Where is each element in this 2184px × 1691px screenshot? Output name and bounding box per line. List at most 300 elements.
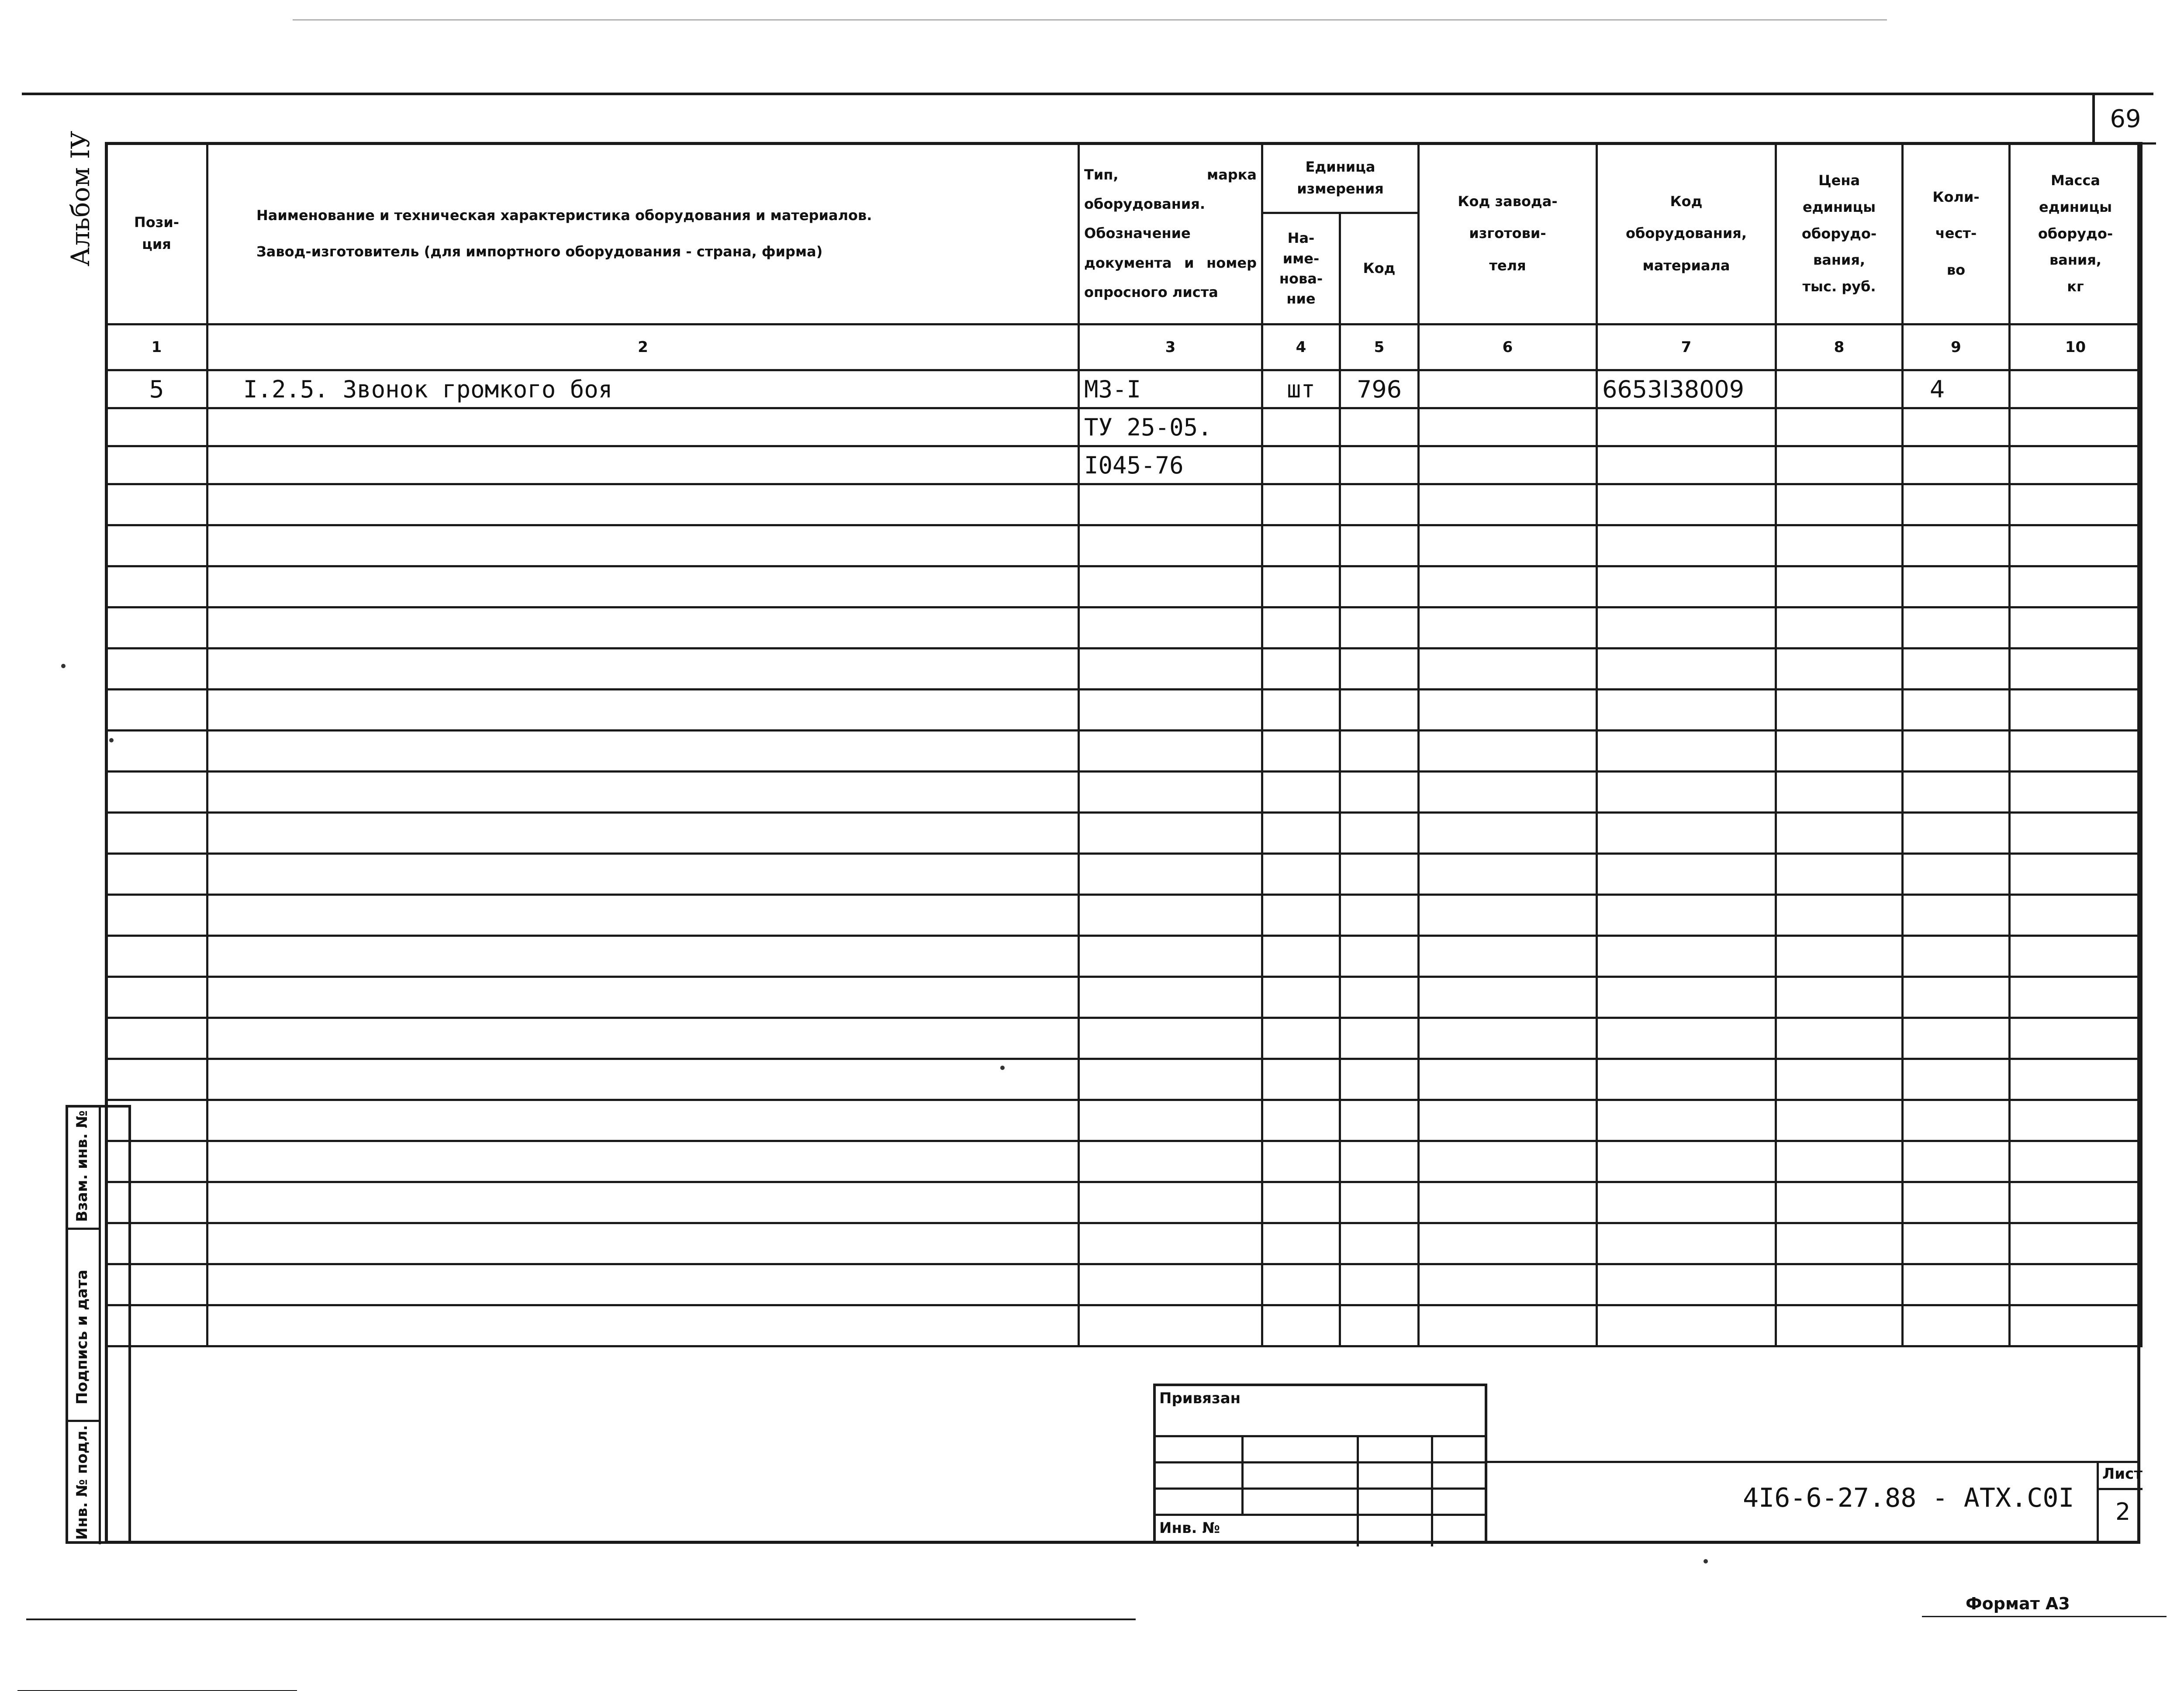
empty-cell	[1776, 1264, 1903, 1305]
empty-cell	[207, 1141, 1079, 1182]
empty-cell	[1776, 936, 1903, 977]
empty-cell	[207, 1059, 1079, 1100]
empty-table-row	[106, 936, 2142, 977]
empty-cell	[1776, 854, 1903, 895]
empty-cell	[1079, 607, 1262, 649]
empty-cell	[2010, 607, 2142, 649]
format-label: Формат А3	[1966, 1594, 2070, 1613]
empty-cell	[1262, 484, 1340, 525]
empty-cell	[1419, 813, 1597, 854]
empty-cell	[1597, 690, 1776, 731]
empty-cell	[2010, 1264, 2142, 1305]
empty-cell	[2010, 1018, 2142, 1059]
empty-cell	[1419, 1018, 1597, 1059]
empty-cell	[1262, 607, 1340, 649]
empty-cell	[106, 895, 207, 936]
cell-name: I.2.5. Звонок громкого боя	[207, 370, 1079, 408]
empty-cell	[1597, 813, 1776, 854]
cell-unit-code	[1340, 446, 1419, 484]
header-unit-code: Код	[1340, 213, 1419, 324]
empty-cell	[1262, 813, 1340, 854]
side-stamp	[66, 1105, 131, 1544]
empty-cell	[1340, 1264, 1419, 1305]
empty-cell	[1903, 895, 2010, 936]
empty-cell	[2010, 772, 2142, 813]
empty-cell	[1262, 977, 1340, 1018]
cell-unit-name	[1262, 446, 1340, 484]
empty-cell	[1262, 525, 1340, 566]
empty-cell	[1419, 1141, 1597, 1182]
empty-cell	[207, 566, 1079, 607]
cell-position: 5	[106, 370, 207, 408]
empty-table-row	[106, 484, 2142, 525]
empty-cell	[207, 1264, 1079, 1305]
empty-cell	[1262, 895, 1340, 936]
cell-price	[1776, 408, 1903, 446]
title-block-rule	[1487, 1461, 2140, 1463]
header-maker-code: Код завода- изготови- теля	[1419, 143, 1597, 324]
empty-cell	[1776, 1100, 1903, 1141]
header-row-top	[106, 143, 2142, 213]
empty-cell	[1079, 1223, 1262, 1264]
empty-cell	[1262, 566, 1340, 607]
header-name: Наименование и техническая характеристика оборудования и материалов. Завод-изготовитель (для импортного оборудования - страна, фирма)	[207, 143, 1079, 324]
empty-cell	[1776, 895, 1903, 936]
empty-cell	[2010, 1223, 2142, 1264]
empty-table-row	[106, 1059, 2142, 1100]
cell-type: ТУ 25-05.	[1079, 408, 1262, 446]
header-quantity: Коли- чест- во	[1903, 143, 2010, 324]
empty-cell	[1597, 731, 1776, 772]
empty-cell	[1262, 1182, 1340, 1223]
empty-cell	[106, 566, 207, 607]
empty-cell	[1262, 936, 1340, 977]
cell-maker-code	[1419, 408, 1597, 446]
empty-cell	[1340, 731, 1419, 772]
cell-equipment-code	[1597, 446, 1776, 484]
empty-cell	[1419, 525, 1597, 566]
empty-cell	[1776, 1223, 1903, 1264]
empty-cell	[1903, 690, 2010, 731]
header-position: Пози- ция	[106, 143, 207, 324]
empty-cell	[1419, 1059, 1597, 1100]
empty-cell	[1079, 813, 1262, 854]
empty-cell	[1419, 1305, 1597, 1346]
empty-table-row	[106, 731, 2142, 772]
empty-cell	[2010, 1182, 2142, 1223]
empty-cell	[106, 936, 207, 977]
empty-table-row	[106, 649, 2142, 690]
empty-cell	[1597, 1141, 1776, 1182]
empty-cell	[2010, 1100, 2142, 1141]
empty-cell	[1597, 607, 1776, 649]
empty-cell	[106, 731, 207, 772]
empty-cell	[1597, 1059, 1776, 1100]
empty-cell	[1903, 1182, 2010, 1223]
empty-cell	[1079, 525, 1262, 566]
empty-cell	[2010, 936, 2142, 977]
empty-cell	[1340, 649, 1419, 690]
empty-cell	[1340, 813, 1419, 854]
column-number-row	[106, 324, 2142, 370]
empty-table-row	[106, 1182, 2142, 1223]
empty-cell	[1262, 1059, 1340, 1100]
empty-cell	[1597, 772, 1776, 813]
specification-table	[105, 142, 2143, 1347]
empty-cell	[1262, 690, 1340, 731]
empty-table-row	[106, 977, 2142, 1018]
cell-quantity	[1903, 408, 2010, 446]
column-number: 7	[1597, 324, 1776, 370]
empty-cell	[1262, 1018, 1340, 1059]
empty-cell	[1079, 484, 1262, 525]
empty-cell	[1597, 1100, 1776, 1141]
empty-cell	[1079, 895, 1262, 936]
cell-maker-code	[1419, 370, 1597, 408]
empty-cell	[207, 607, 1079, 649]
empty-cell	[1419, 566, 1597, 607]
header-equipment-code: Код оборудования, материала	[1597, 143, 1776, 324]
empty-cell	[2010, 690, 2142, 731]
empty-table-row	[106, 1100, 2142, 1141]
empty-cell	[1597, 1223, 1776, 1264]
empty-cell	[1597, 1305, 1776, 1346]
empty-cell	[1903, 1018, 2010, 1059]
empty-table-row	[106, 1264, 2142, 1305]
empty-cell	[207, 690, 1079, 731]
header-unit-group: Единица измерения	[1262, 143, 1419, 213]
empty-cell	[1903, 854, 2010, 895]
empty-cell	[1597, 1018, 1776, 1059]
empty-table-row	[106, 895, 2142, 936]
sheet-label: Лист	[2102, 1465, 2143, 1483]
empty-cell	[207, 1100, 1079, 1141]
sheet-number: 2	[2115, 1498, 2131, 1525]
empty-cell	[1903, 484, 2010, 525]
empty-cell	[106, 525, 207, 566]
empty-cell	[1597, 936, 1776, 977]
signature-date-label: Подпись и дата	[73, 1270, 91, 1405]
empty-cell	[1419, 690, 1597, 731]
empty-cell	[1340, 772, 1419, 813]
empty-cell	[1079, 1141, 1262, 1182]
empty-table-row	[106, 854, 2142, 895]
column-number: 6	[1419, 324, 1597, 370]
scan-speck	[1704, 1559, 1708, 1563]
column-number: 8	[1776, 324, 1903, 370]
empty-cell	[1903, 566, 2010, 607]
cell-unit-code	[1340, 408, 1419, 446]
empty-cell	[1776, 1182, 1903, 1223]
empty-table-row	[106, 566, 2142, 607]
inv-original-label: Инв. № подл.	[73, 1425, 91, 1540]
column-number: 5	[1340, 324, 1419, 370]
empty-cell	[1597, 566, 1776, 607]
cell-type: МЗ-I	[1079, 370, 1262, 408]
empty-cell	[1340, 1141, 1419, 1182]
empty-cell	[1776, 731, 1903, 772]
empty-cell	[207, 1223, 1079, 1264]
empty-cell	[1903, 977, 2010, 1018]
inv-label: Инв. №	[1159, 1519, 1220, 1537]
empty-cell	[1776, 1018, 1903, 1059]
cell-unit-code: 796	[1340, 370, 1419, 408]
empty-cell	[1903, 731, 2010, 772]
empty-cell	[1776, 772, 1903, 813]
empty-cell	[1079, 1018, 1262, 1059]
empty-cell	[1079, 566, 1262, 607]
empty-cell	[1340, 566, 1419, 607]
header-type: Тип, марка оборудования. Обозначение документа и номер опросного листа	[1079, 143, 1262, 324]
empty-cell	[1419, 731, 1597, 772]
empty-cell	[207, 525, 1079, 566]
empty-cell	[1262, 1100, 1340, 1141]
empty-cell	[1340, 1059, 1419, 1100]
empty-cell	[1340, 525, 1419, 566]
empty-cell	[1079, 1264, 1262, 1305]
empty-cell	[1597, 1182, 1776, 1223]
empty-cell	[1079, 1059, 1262, 1100]
empty-cell	[2010, 813, 2142, 854]
header-faint-rule	[293, 19, 1887, 21]
empty-cell	[207, 731, 1079, 772]
cell-name	[207, 408, 1079, 446]
empty-cell	[1903, 1305, 2010, 1346]
header-unit-name: На- име- нова- ние	[1262, 213, 1340, 324]
empty-cell	[2010, 649, 2142, 690]
empty-cell	[1419, 607, 1597, 649]
empty-cell	[207, 1182, 1079, 1223]
empty-cell	[106, 1018, 207, 1059]
empty-cell	[1340, 895, 1419, 936]
empty-cell	[1776, 525, 1903, 566]
album-label: Альбом IУ	[66, 131, 95, 266]
bind-rule	[1156, 1435, 1486, 1437]
scan-speck	[109, 738, 114, 742]
cell-quantity: 4	[1903, 370, 2010, 408]
column-number: 10	[2010, 324, 2142, 370]
empty-cell	[1903, 772, 2010, 813]
empty-cell	[1419, 1223, 1597, 1264]
cell-position	[106, 408, 207, 446]
empty-cell	[1079, 772, 1262, 813]
page-number: 69	[2092, 95, 2156, 145]
empty-table-row	[106, 525, 2142, 566]
empty-cell	[1340, 854, 1419, 895]
binding-block	[1153, 1384, 1487, 1544]
empty-cell	[1340, 690, 1419, 731]
cell-position	[106, 446, 207, 484]
empty-cell	[1597, 1264, 1776, 1305]
empty-cell	[1597, 977, 1776, 1018]
column-number: 3	[1079, 324, 1262, 370]
empty-cell	[1776, 649, 1903, 690]
empty-cell	[1903, 1100, 2010, 1141]
bind-rule	[1156, 1461, 1486, 1463]
empty-cell	[207, 484, 1079, 525]
empty-cell	[2010, 977, 2142, 1018]
empty-cell	[1340, 936, 1419, 977]
empty-cell	[1903, 936, 2010, 977]
empty-cell	[1079, 649, 1262, 690]
bound-label: Привязан	[1159, 1390, 1241, 1407]
empty-cell	[1597, 484, 1776, 525]
header-mass: Масса единицы оборудо- вания, кг	[2010, 143, 2142, 324]
empty-cell	[1776, 607, 1903, 649]
empty-cell	[106, 484, 207, 525]
empty-rows	[106, 484, 2142, 1346]
cell-unit-name: шт	[1262, 370, 1340, 408]
column-number: 4	[1262, 324, 1340, 370]
empty-cell	[106, 649, 207, 690]
empty-cell	[1903, 1059, 2010, 1100]
empty-cell	[207, 1305, 1079, 1346]
column-number: 9	[1903, 324, 2010, 370]
empty-cell	[1340, 607, 1419, 649]
empty-cell	[1079, 1182, 1262, 1223]
empty-cell	[2010, 1059, 2142, 1100]
empty-cell	[1079, 1100, 1262, 1141]
sheet-rule	[2099, 1488, 2143, 1490]
bind-divider	[1431, 1435, 1433, 1546]
empty-cell	[207, 813, 1079, 854]
empty-cell	[1419, 1264, 1597, 1305]
cell-price	[1776, 446, 1903, 484]
bind-rule	[1156, 1514, 1486, 1516]
empty-cell	[2010, 731, 2142, 772]
empty-table-row	[106, 1223, 2142, 1264]
empty-cell	[1903, 607, 2010, 649]
empty-cell	[1776, 1059, 1903, 1100]
empty-cell	[1903, 1223, 2010, 1264]
empty-cell	[1903, 649, 2010, 690]
empty-table-row	[106, 690, 2142, 731]
empty-cell	[1340, 977, 1419, 1018]
empty-cell	[1340, 1223, 1419, 1264]
empty-table-row	[106, 1018, 2142, 1059]
empty-cell	[1079, 854, 1262, 895]
scan-speck	[1000, 1066, 1005, 1070]
empty-cell	[1419, 936, 1597, 977]
empty-cell	[2010, 525, 2142, 566]
empty-cell	[1262, 731, 1340, 772]
empty-table-row	[106, 1305, 2142, 1346]
empty-cell	[1262, 772, 1340, 813]
empty-table-row	[106, 607, 2142, 649]
empty-cell	[207, 772, 1079, 813]
empty-cell	[1776, 566, 1903, 607]
cell-price	[1776, 370, 1903, 408]
cell-mass	[2010, 446, 2142, 484]
empty-cell	[2010, 1305, 2142, 1346]
empty-cell	[1597, 854, 1776, 895]
empty-cell	[1903, 813, 2010, 854]
empty-cell	[1340, 1182, 1419, 1223]
empty-cell	[207, 977, 1079, 1018]
empty-cell	[1903, 1141, 2010, 1182]
cell-unit-name	[1262, 408, 1340, 446]
empty-table-row	[106, 1141, 2142, 1182]
empty-cell	[1079, 1305, 1262, 1346]
empty-cell	[106, 977, 207, 1018]
side-stamp-divider	[99, 1108, 101, 1544]
empty-cell	[1419, 895, 1597, 936]
empty-cell	[1079, 977, 1262, 1018]
bind-divider	[1241, 1435, 1244, 1516]
cell-type: I045-76	[1079, 446, 1262, 484]
empty-cell	[1262, 1141, 1340, 1182]
empty-cell	[1419, 484, 1597, 525]
bind-divider	[1357, 1435, 1359, 1546]
empty-cell	[1262, 854, 1340, 895]
scan-speck	[61, 664, 66, 668]
cell-mass	[2010, 408, 2142, 446]
empty-cell	[1079, 936, 1262, 977]
empty-cell	[1340, 1018, 1419, 1059]
empty-cell	[2010, 854, 2142, 895]
empty-cell	[1776, 813, 1903, 854]
column-number: 1	[106, 324, 207, 370]
empty-cell	[2010, 1141, 2142, 1182]
empty-cell	[1079, 690, 1262, 731]
empty-cell	[1340, 1305, 1419, 1346]
empty-cell	[1419, 772, 1597, 813]
header-price: Цена единицы оборудо- вания, тыс. руб.	[1776, 143, 1903, 324]
table-row	[106, 370, 2142, 408]
cell-quantity	[1903, 446, 2010, 484]
empty-cell	[2010, 895, 2142, 936]
empty-cell	[106, 690, 207, 731]
column-number: 2	[207, 324, 1079, 370]
empty-cell	[1262, 1223, 1340, 1264]
empty-cell	[1903, 525, 2010, 566]
table-body	[106, 370, 2142, 484]
table-row	[106, 446, 2142, 484]
empty-cell	[207, 936, 1079, 977]
cell-equipment-code: 6653I38009	[1597, 370, 1776, 408]
empty-cell	[1776, 977, 1903, 1018]
cell-equipment-code	[1597, 408, 1776, 446]
empty-cell	[1262, 649, 1340, 690]
empty-table-row	[106, 772, 2142, 813]
empty-cell	[1597, 649, 1776, 690]
empty-cell	[1776, 1305, 1903, 1346]
bottom-rule-right	[1922, 1616, 2167, 1617]
empty-cell	[207, 895, 1079, 936]
empty-cell	[1419, 1182, 1597, 1223]
cell-maker-code	[1419, 446, 1597, 484]
empty-cell	[207, 854, 1079, 895]
empty-cell	[1262, 1305, 1340, 1346]
empty-cell	[106, 772, 207, 813]
empty-cell	[106, 813, 207, 854]
empty-cell	[1419, 1100, 1597, 1141]
empty-cell	[1597, 525, 1776, 566]
empty-cell	[2010, 484, 2142, 525]
empty-cell	[1419, 854, 1597, 895]
empty-cell	[1597, 895, 1776, 936]
empty-cell	[1340, 1100, 1419, 1141]
empty-cell	[1776, 690, 1903, 731]
empty-cell	[1079, 731, 1262, 772]
empty-cell	[106, 854, 207, 895]
sheet-box	[2097, 1461, 2143, 1544]
empty-cell	[1340, 484, 1419, 525]
document-code: 4I6-6-27.88 - АТХ.С0I	[1743, 1483, 2074, 1513]
empty-cell	[106, 607, 207, 649]
empty-cell	[2010, 566, 2142, 607]
top-rule	[22, 93, 2153, 95]
